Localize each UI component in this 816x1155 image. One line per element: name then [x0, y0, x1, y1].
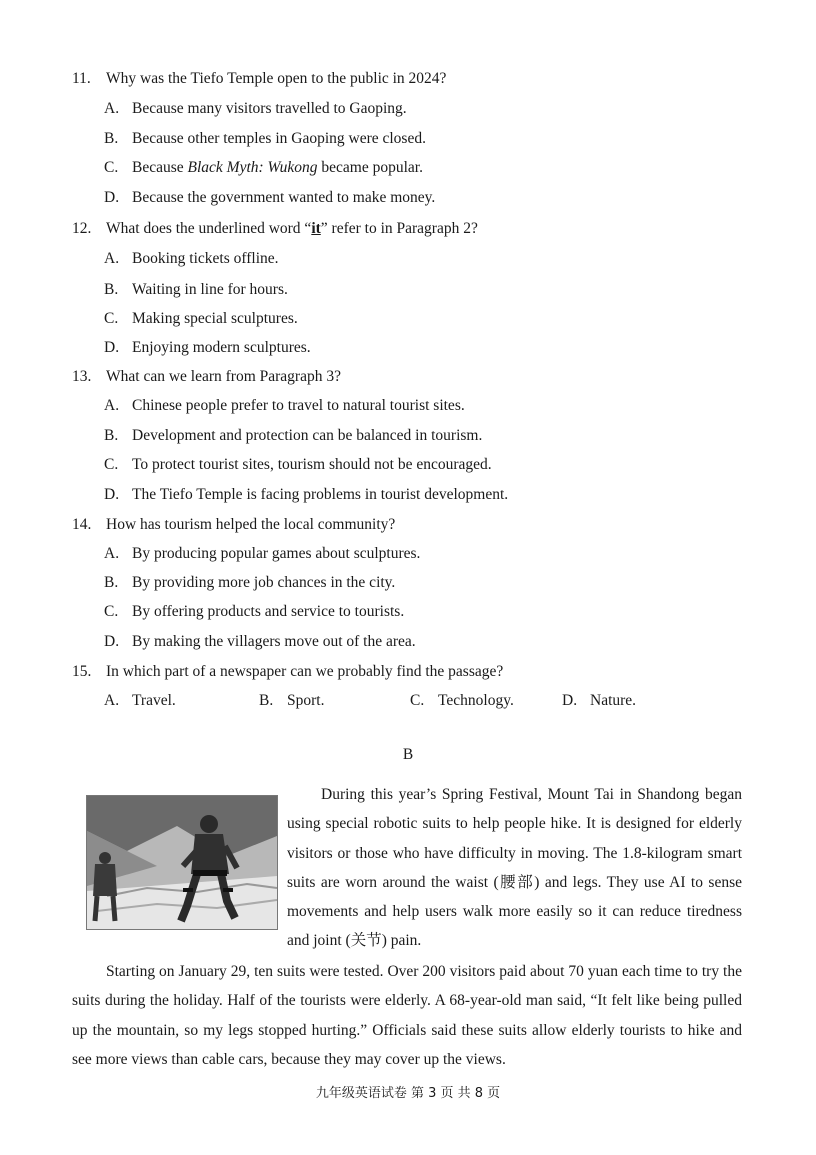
passage-paragraph-2 — [72, 957, 742, 1074]
option-text: Chinese people prefer to travel to natural tourist sites. — [132, 397, 465, 414]
option-text: To protect tourist sites, tourism should not be encouraged. — [132, 456, 492, 473]
question-number: 11. — [72, 70, 91, 87]
option-letter: B. — [104, 281, 119, 298]
option-text: Technology. — [438, 692, 514, 709]
passage-paragraph-1 — [287, 780, 742, 956]
option-14a — [104, 545, 420, 563]
option-text: By providing more job chances in the city. — [132, 574, 396, 591]
option-text: Nature. — [590, 692, 637, 709]
option-letter: B. — [104, 574, 119, 591]
option-14b — [104, 574, 395, 592]
question-text: How has tourism helped the local community? — [106, 516, 396, 533]
option-13b — [104, 427, 482, 445]
question-number: 14. — [72, 516, 92, 533]
option-12c — [104, 310, 298, 328]
option-letter: D. — [562, 692, 578, 709]
option-letter: A. — [104, 100, 120, 117]
paragraph-text: During this year’s Spring Festival, Mount Tai in Shandong began using special robotic suits to help people hike. It is designed for elderly visitors or those who have difficulty in moving. The 1.8-kilogram smart suits are worn around the waist (腰部) and legs. They use AI to sense movements and help users walk more easily so it can reduce tiredness and joint (关节) pain. — [287, 786, 742, 950]
option-text: Travel. — [132, 692, 176, 709]
option-text: Because the government wanted to make money. — [132, 189, 436, 206]
option-letter: C. — [104, 159, 119, 176]
option-11c — [104, 159, 423, 177]
question-text: What does the underlined word “ — [106, 220, 312, 237]
option-15b — [259, 692, 324, 710]
option-text: Making special sculptures. — [132, 310, 298, 327]
option-letter: B. — [104, 130, 119, 147]
option-13d — [104, 486, 508, 504]
option-letter: B. — [259, 692, 274, 709]
option-12b — [104, 281, 288, 299]
options-15 — [104, 692, 724, 716]
option-letter: D. — [104, 633, 120, 650]
question-11 — [72, 70, 772, 88]
option-text: Because — [132, 159, 188, 176]
option-text: became popular. — [317, 159, 423, 176]
paragraph-text: Starting on January 29, ten suits were tested. Over 200 visitors paid about 70 yuan each time to try the suits during the holiday. Half of the tourists were elderly. A 68-year-old man said, “It felt like being pulled up the mountain, so my legs stopped hurting.” Officials said these suits allow elderly tourists to hike and see more views than cable cars, because they may cover up the views. — [72, 963, 742, 1068]
option-letter: C. — [104, 456, 119, 473]
option-15c — [410, 692, 514, 710]
option-14c — [104, 603, 404, 621]
section-label: B — [402, 746, 414, 763]
option-15a — [104, 692, 176, 710]
question-number: 13. — [72, 368, 92, 385]
question-12 — [72, 220, 772, 238]
option-text: Booking tickets offline. — [132, 250, 279, 267]
option-text: Waiting in line for hours. — [132, 281, 288, 298]
option-text: Because many visitors travelled to Gaoping. — [132, 100, 407, 117]
option-letter: A. — [104, 250, 120, 267]
option-text: By offering products and service to tourists. — [132, 603, 405, 620]
option-letter: C. — [104, 310, 119, 327]
option-letter: A. — [104, 692, 120, 709]
option-text: Because other temples in Gaoping were closed. — [132, 130, 426, 147]
option-letter: D. — [104, 189, 120, 206]
option-letter: D. — [104, 339, 120, 356]
question-number: 15. — [72, 663, 92, 680]
option-text: Sport. — [287, 692, 325, 709]
option-13c — [104, 456, 492, 474]
option-letter: A. — [104, 545, 120, 562]
option-letter: D. — [104, 486, 120, 503]
option-text: Development and protection can be balanced in tourism. — [132, 427, 483, 444]
option-12a — [104, 250, 279, 268]
question-number: 12. — [72, 220, 92, 237]
option-text: By making the villagers move out of the area. — [132, 633, 416, 650]
option-11d — [104, 189, 435, 207]
page-footer: 九年级英语试卷 第 3 页 共 8 页 — [315, 1086, 501, 1101]
question-text: ” refer to in Paragraph 2? — [320, 220, 478, 237]
option-14d — [104, 633, 416, 651]
question-15 — [72, 663, 772, 681]
option-letter: C. — [104, 603, 119, 620]
option-text: The Tiefo Temple is facing problems in tourist development. — [132, 486, 509, 503]
option-letter: C. — [410, 692, 425, 709]
option-text: Enjoying modern sculptures. — [132, 339, 311, 356]
option-15d — [562, 692, 636, 710]
game-title: Black Myth: Wukong — [187, 159, 318, 176]
underlined-word: it — [311, 220, 321, 237]
option-text: By producing popular games about sculptures. — [132, 545, 421, 562]
question-text: Why was the Tiefo Temple open to the public in 2024? — [106, 70, 447, 87]
question-text: In which part of a newspaper can we probably find the passage? — [106, 663, 504, 680]
question-13 — [72, 368, 772, 386]
option-letter: B. — [104, 427, 119, 444]
option-13a — [104, 397, 465, 415]
question-text: What can we learn from Paragraph 3? — [106, 368, 341, 385]
photo-illustration — [87, 796, 277, 929]
hiker-robotic-suit-photo — [86, 795, 278, 930]
option-12d — [104, 339, 311, 357]
question-14 — [72, 516, 772, 534]
option-11b — [104, 130, 426, 148]
option-11a — [104, 100, 407, 118]
option-letter: A. — [104, 397, 120, 414]
